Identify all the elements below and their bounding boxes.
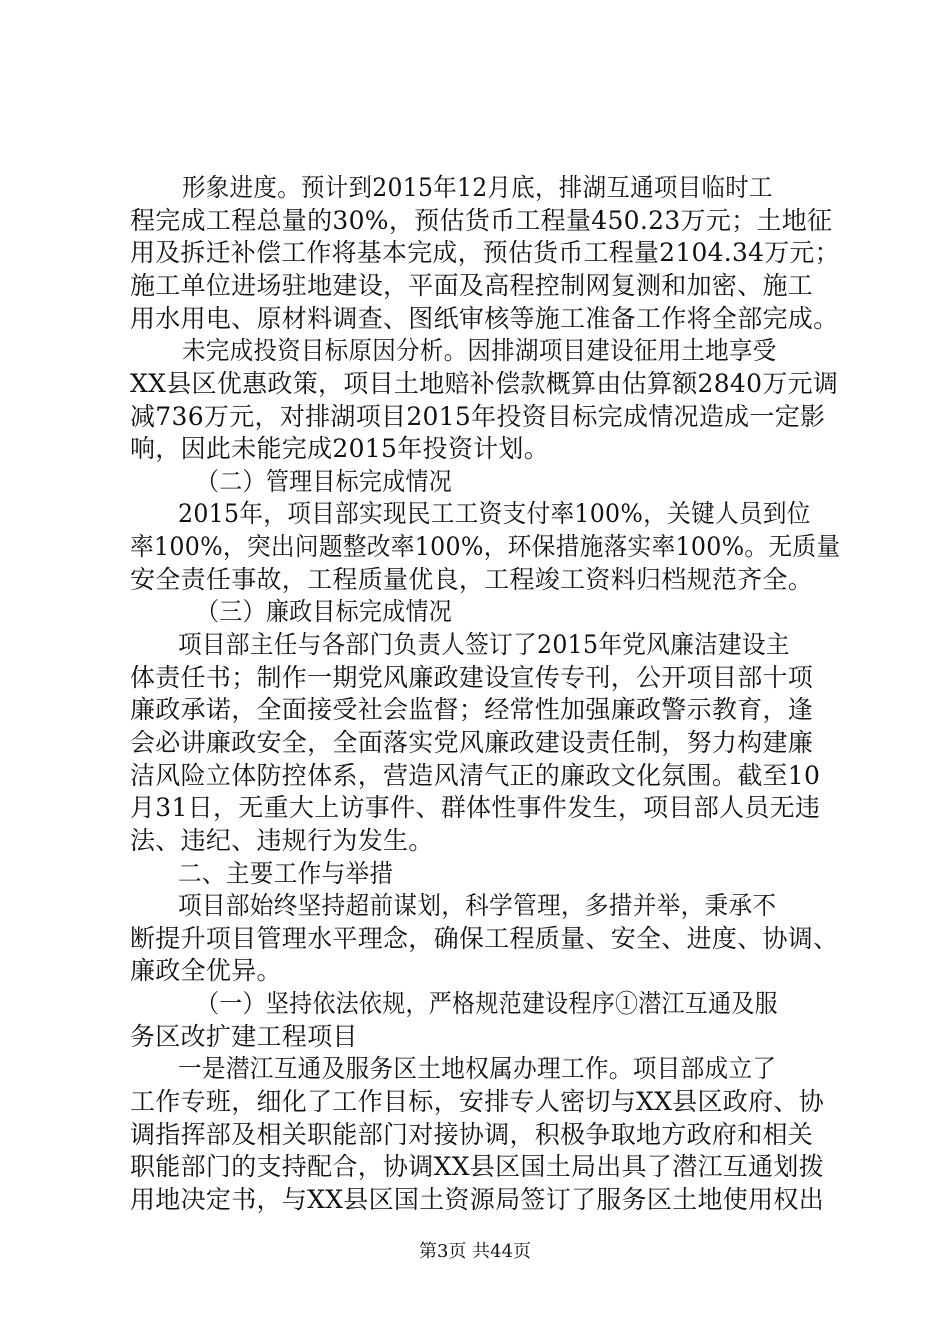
paragraph-line: 调指挥部及相关职能部门对接协调，积极争取地方政府和相关	[130, 1120, 814, 1149]
section-heading: （三）廉政目标完成情况	[196, 597, 453, 626]
page-footer: 第3页 共44页	[418, 1241, 532, 1262]
paragraph-line: 2015年，项目部实现民工工资支付率100%，关键人员到位	[178, 499, 811, 528]
paragraph-line: 项目部始终坚持超前谋划，科学管理，多措并举，秉承不	[178, 891, 777, 920]
section-heading: （二）管理目标完成情况	[196, 467, 453, 496]
paragraph-line: 用水用电、原材料调查、图纸审核等施工准备工作将全部完成。	[130, 304, 839, 333]
paragraph-line: 断提升项目管理水平理念，确保工程质量、安全、进度、协调、	[130, 924, 839, 953]
paragraph-line: 率100%，突出问题整改率100%，环保措施落实率100%。无质量	[130, 532, 841, 561]
paragraph-line: 职能部门的支持配合，协调XX县区国土局出具了潜江互通划拨	[130, 1152, 824, 1181]
paragraph-line: 减736万元，对排湖项目2015年投资目标完成情况造成一定影	[130, 402, 826, 431]
paragraph-line: 用地决定书，与XX县区国土资源局签订了服务区土地使用权出	[130, 1185, 824, 1214]
paragraph-line: 体责任书；制作一期党风廉政建设宣传专刊，公开项目部十项	[130, 663, 814, 692]
section-heading: （一）坚持依法依规，严格规范建设程序①潜江互通及服	[196, 989, 778, 1018]
paragraph-line: 安全责任事故，工程质量优良，工程竣工资料归档规范齐全。	[130, 565, 814, 594]
paragraph-line: 项目部主任与各部门负责人签订了2015年党风廉洁建设主	[178, 630, 790, 659]
section-heading: 二、主要工作与举措	[178, 859, 394, 888]
paragraph-line: 会必讲廉政安全，全面落实党风廉政建设责任制，努力构建廉	[130, 728, 814, 757]
section-heading-continuation: 务区改扩建工程项目	[130, 1022, 358, 1051]
paragraph-line: 施工单位进场驻地建设，平面及高程控制网复测和加密、施工	[130, 271, 814, 300]
paragraph-line: 形象进度。预计到2015年12月底，排湖互通项目临时工	[182, 173, 773, 202]
paragraph-line: 法、违纪、违规行为发生。	[130, 826, 434, 855]
paragraph-line: 响，因此未能完成2015年投资计划。	[130, 434, 550, 463]
paragraph-line: 程完成工程总量的30%，预估货币工程量450.23万元；土地征	[130, 206, 833, 235]
paragraph-line: 月31日，无重大上访事件、群体性事件发生，项目部人员无违	[130, 793, 821, 822]
paragraph-line: 工作专班，细化了工作目标，安排专人密切与XX县区政府、协	[130, 1087, 824, 1116]
paragraph-line: 一是潜江互通及服务区土地权属办理工作。项目部成立了	[178, 1054, 777, 1083]
paragraph-line: 廉政全优异。	[130, 956, 282, 985]
paragraph-line: XX县区优惠政策，项目土地赔补偿款概算由估算额2840万元调	[130, 369, 839, 398]
paragraph-line: 廉政承诺，全面接受社会监督；经常性加强廉政警示教育，逢	[130, 695, 814, 724]
paragraph-line: 洁风险立体防控体系，营造风清气正的廉政文化氛围。截至10	[130, 761, 821, 790]
paragraph-line: 用及拆迁补偿工作将基本完成，预估货币工程量2104.34万元；	[130, 238, 840, 267]
paragraph-line: 未完成投资目标原因分析。因排湖项目建设征用土地享受	[182, 336, 777, 365]
